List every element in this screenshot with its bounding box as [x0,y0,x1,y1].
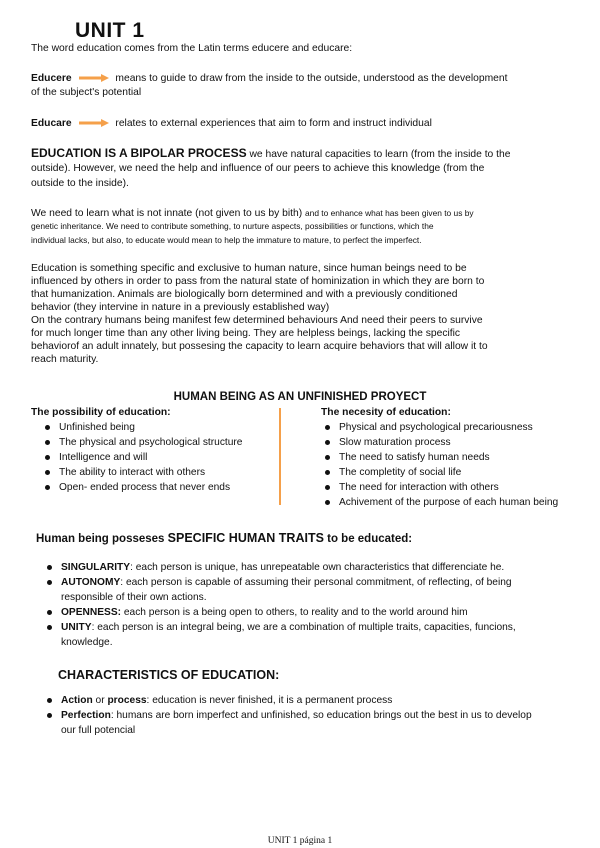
traits-heading-post: to be educated: [327,533,413,545]
bipolar-line-1: we have natural capacities to learn (from the inside to the [249,149,511,160]
specific-line: reach maturity. [31,354,99,365]
specific-line: On the contrary humans being manifest few determined behaviours And need their peers to survive [31,315,483,326]
specific-line: that humanization. Animals are biologically born determined and with a previously conditioned [31,289,458,300]
trait-text: each person is an integral being, we are a combination of multiple traits, capacities, funcions, [97,622,516,633]
specific-line: behaviorof an adult innately, but possesing the capacity to learn acquire behaviors that will allow it to [31,341,488,352]
characteristic-continuation: our full potencial [61,725,136,736]
characteristic-term: Perfection [61,710,111,721]
innate-line-1: and to enhance what has been given to us by [305,208,474,218]
trait-term: AUTONOMY [61,577,121,588]
list-item: The need for interaction with others [323,480,558,495]
possibility-heading: The possibility of education: [31,407,171,418]
page-footer: UNIT 1 página 1 [267,836,333,846]
bipolar-line-3: outside to the inside). [31,178,129,189]
innate-line-3: individual lacks, but also, to educate would mean to help the immature to mature, to perfect the imperfect. [31,235,422,245]
intro-text: The word education comes from the Latin terms educere and educare: [31,43,353,54]
trait-text: each person is capable of assuming their personal commitment, of reflecting, of being [125,577,512,588]
trait-text: each person is a being open to others, to reality and to the world around him [123,607,468,618]
characteristics-heading: CHARACTERISTICS OF EDUCATION: [58,668,280,682]
specific-line: for much longer time than any other living being. They are helpless beings, lacking the specific [31,328,461,339]
specific-line: influenced by others in order to pass from the natural state of hominization in which they are born to [31,276,485,287]
characteristic-text: : education is never finished, it is a permanent process [146,695,393,706]
characteristic-term: Action [61,695,93,706]
traits-heading-pre: Human being posseses [36,533,165,545]
innate-line-2: genetic inheritance. We need to contribute something, to nurture aspects, possibilities or functions, which the [31,221,434,231]
trait-item [45,575,585,590]
list-item: Unfinished being [43,420,242,435]
list-item: Intelligence and will [43,450,242,465]
characteristic-connector: or [95,695,105,706]
bipolar-line-2: outside). However, we need the help and influence of our peers to achieve this knowledge (from the [31,163,485,174]
educere-definition: means to guide to draw from the inside to the outside, understood as the development [115,73,508,84]
unfinished-heading: HUMAN BEING AS AN UNFINISHED PROYECT [173,391,427,403]
characteristic-item [45,693,585,708]
trait-text: each person is unique, has unrepeatable own characteristics that differenciate he. [135,562,505,573]
educare-line [31,117,432,130]
list-item: The physical and psychological structure [43,435,242,450]
educere-term: Educere [31,73,72,84]
trait-sep: : [91,622,95,633]
trait-item [45,620,585,635]
list-item: Physical and psychological precariousness [323,420,558,435]
list-item: The ability to interact with others [43,465,242,480]
trait-continuation: knowledge. [61,637,113,648]
traits-list [45,560,585,650]
bipolar-paragraph [31,147,510,161]
list-item: Slow maturation process [323,435,558,450]
innate-lead: We need to learn what is not innate (not given to us by bith) [31,208,303,219]
necessity-heading: The necesity of education: [321,407,451,418]
list-item: The need to satisfy human needs [323,450,558,465]
characteristic-term: process [107,695,147,706]
trait-sep: : [120,577,124,588]
specific-line: behavior (they intervine in nature in a previously established way) [31,302,330,313]
right-arrow-icon [78,73,110,83]
list-item: The completity of social life [323,465,558,480]
traits-heading-caps: SPECIFIC HUMAN TRAITS [167,531,324,545]
column-divider [279,408,281,505]
educare-definition: relates to external experiences that aim to form and instruct individual [115,118,432,129]
trait-continuation: responsible of their own actions. [61,592,207,603]
list-item: Achivement of the purpose of each human being [323,495,558,510]
list-item: Open- ended process that never ends [43,480,242,495]
trait-term: OPENNESS: [61,607,122,618]
educere-line [31,72,508,85]
characteristic-item [45,708,585,723]
trait-sep: : [130,562,133,573]
characteristics-list [45,693,585,738]
possibility-list [43,420,242,495]
specific-paragraph [31,262,488,366]
trait-term: UNITY [61,622,92,633]
necessity-list [323,420,558,510]
characteristic-text: : humans are born imperfect and unfinished, so education brings out the best in us to develop [110,710,532,721]
page-title: UNIT 1 [75,19,145,42]
bipolar-heading: EDUCATION IS A BIPOLAR PROCESS [31,146,247,160]
educare-term: Educare [31,118,72,129]
traits-heading [36,531,412,545]
right-arrow-icon [78,118,110,128]
specific-line: Education is something specific and exclusive to human nature, since human beings need to be [31,263,467,274]
educere-definition-cont: of the subject's potential [31,87,142,98]
trait-item [45,605,585,620]
trait-term: SINGULARITY [61,562,131,573]
trait-item [45,560,585,575]
